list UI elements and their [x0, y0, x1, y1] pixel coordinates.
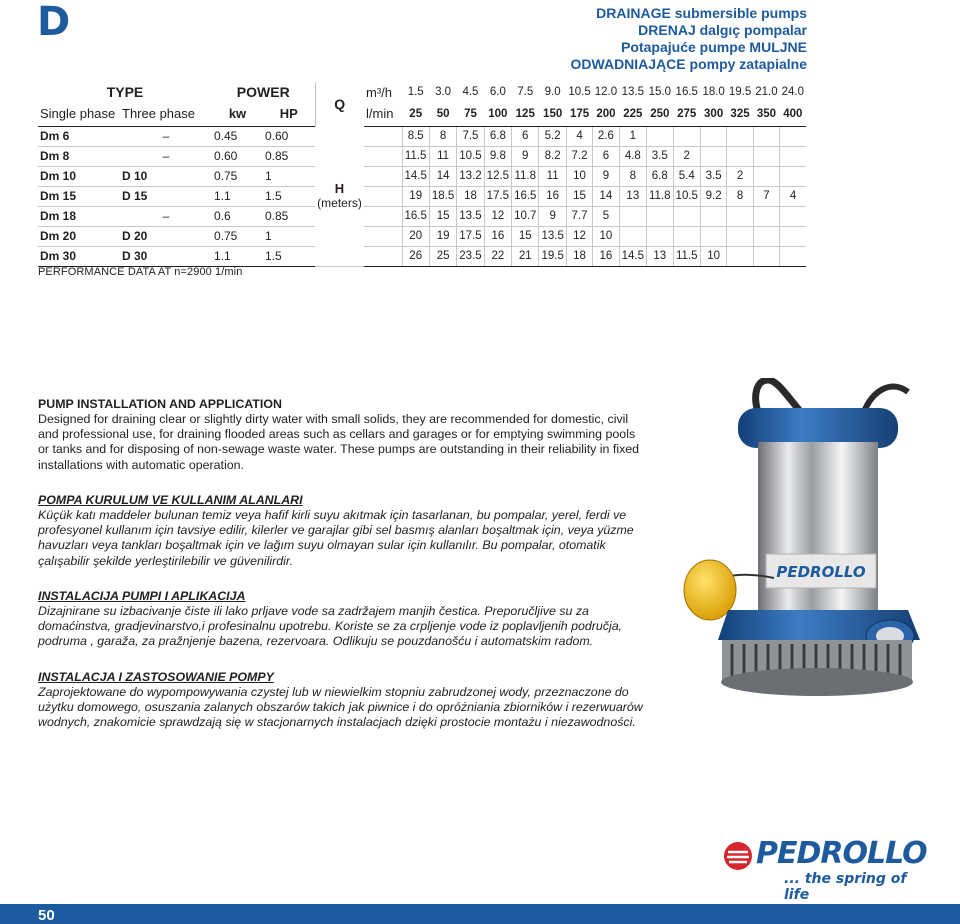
section-letter: D	[37, 0, 71, 45]
head-value-cell: 26	[402, 246, 429, 266]
unit-m3h: m³/h	[366, 84, 392, 100]
head-value-cell: 17.5	[484, 186, 511, 206]
head-value-cell: 6.8	[647, 166, 674, 186]
spacer-cell	[364, 246, 402, 266]
flow-m3h-cell: 16.5	[675, 86, 698, 98]
head-value-cell: 16	[539, 186, 566, 206]
head-value-cell: 3.5	[647, 146, 674, 166]
head-value-cell: 8.2	[539, 146, 566, 166]
head-value-cell: 16.5	[512, 186, 539, 206]
head-value-cell: 11.8	[512, 166, 539, 186]
head-value-cell	[727, 226, 753, 246]
head-value-cell	[780, 126, 806, 146]
hp-header: HP	[263, 102, 315, 126]
footer-bar	[0, 904, 960, 924]
power-kw: 0.6	[212, 206, 263, 226]
head-value-cell: 6	[512, 126, 539, 146]
head-value-cell	[753, 206, 779, 226]
head-value-cell	[780, 246, 806, 266]
head-value-cell: 11.8	[647, 186, 674, 206]
head-value-cell: 15	[429, 206, 456, 226]
performance-note: PERFORMANCE DATA AT n=2900 1/min	[38, 266, 243, 278]
flow-m3h-cell: 6.0	[489, 86, 506, 98]
head-value-cell: 16.5	[402, 206, 429, 226]
flow-m3h-cell: 21.0	[755, 86, 778, 98]
head-value-cell: 9	[512, 146, 539, 166]
table-row	[38, 246, 806, 266]
head-value-cell	[619, 206, 646, 226]
flow-m3h-cell: 18.0	[702, 86, 725, 98]
head-value-cell: 19	[429, 226, 456, 246]
power-kw: 0.45	[212, 126, 263, 146]
power-hp: 0.85	[263, 146, 315, 166]
head-value-cell: 16	[484, 226, 511, 246]
flow-m3h-cell: 3.0	[435, 86, 452, 98]
head-value-cell: 12	[566, 226, 592, 246]
head-value-cell: 5.2	[539, 126, 566, 146]
table-row	[38, 186, 806, 206]
head-value-cell: 22	[484, 246, 511, 266]
table-row	[38, 146, 806, 166]
power-header: POWER	[236, 84, 290, 100]
three-phase-header: Three phase	[120, 102, 212, 126]
head-value-cell: 17.5	[457, 226, 484, 246]
three-phase-model: –	[120, 146, 212, 166]
flow-lmin-cell: 50	[429, 102, 456, 126]
head-value-cell: 9	[539, 206, 566, 226]
flow-m3h-cell: 24.0	[781, 86, 804, 98]
flow-lmin-cell: 325	[727, 102, 753, 126]
flow-m3h-cell: 1.5	[407, 86, 424, 98]
head-value-cell: 12.5	[484, 166, 511, 186]
head-value-cell	[700, 226, 726, 246]
power-hp: 0.60	[263, 126, 315, 146]
spacer-cell	[364, 226, 402, 246]
flow-lmin-cell: 225	[619, 102, 646, 126]
head-value-cell	[753, 226, 779, 246]
head-value-cell: 10	[566, 166, 592, 186]
single-phase-model: Dm 15	[38, 186, 120, 206]
head-value-cell	[647, 206, 674, 226]
head-value-cell: 7	[753, 186, 779, 206]
head-value-cell: 15	[566, 186, 592, 206]
head-value-cell	[753, 146, 779, 166]
three-phase-model: D 20	[120, 226, 212, 246]
section-tr-title: POMPA KURULUM VE KULLANIM ALANLARI	[38, 493, 303, 507]
flow-lmin-cell: 75	[457, 102, 484, 126]
head-value-cell: 19	[402, 186, 429, 206]
flow-lmin-cell: 400	[780, 102, 806, 126]
head-value-cell: 12	[484, 206, 511, 226]
section-pl-body: Zaprojektowane do wypompowywania czystej lub w niewielkim stopniu zabrudzonej wody, przeznaczone do użytku domowego, osuszania zalanych obszarów takich jak piwnice i do opróżniania zbiorników i rezerwuarów wodnych, znakomicie sprawdzają się w stacjonarnych instalacjach dzięki prostocie montażu i niezawodności.	[38, 685, 643, 730]
pump-illustration	[658, 378, 938, 714]
flow-lmin-cell: 250	[647, 102, 674, 126]
power-hp: 1	[263, 166, 315, 186]
head-value-cell: 3.5	[700, 166, 726, 186]
head-value-cell	[700, 206, 726, 226]
power-kw: 0.60	[212, 146, 263, 166]
header-titles	[571, 5, 807, 73]
power-hp: 1.5	[263, 186, 315, 206]
head-value-cell: 11	[539, 166, 566, 186]
three-phase-model: D 15	[120, 186, 212, 206]
head-value-cell	[647, 226, 674, 246]
single-phase-header: Single phase	[38, 102, 120, 126]
table-row	[38, 166, 806, 186]
head-value-cell: 18	[566, 246, 592, 266]
single-phase-model: Dm 20	[38, 226, 120, 246]
head-value-cell: 13.5	[539, 226, 566, 246]
head-value-cell: 16	[593, 246, 619, 266]
head-value-cell: 7.2	[566, 146, 592, 166]
head-value-cell	[619, 226, 646, 246]
head-value-cell	[753, 246, 779, 266]
head-value-cell: 15	[512, 226, 539, 246]
head-value-cell: 8.5	[402, 126, 429, 146]
logo-tagline: ... the spring of life	[784, 871, 907, 903]
section-hr-body: Dizajnirane su izbacivanje čiste ili lako prljave vode sa zadržajem manjih čestica. Preporučljive su za domaćinstva, gradjevinarstvo,i profesinalnu upotrebu. Koriste se za crpljenje vode iz poplavljenih područja, podruma , garaža, za pražnjenje bazena, rezervoara. Odlikuju se pouzdanošću i automatskim radom.	[38, 604, 623, 649]
head-value-cell	[780, 206, 806, 226]
head-value-cell: 7.7	[566, 206, 592, 226]
flow-m3h-cell: 10.5	[568, 86, 591, 98]
three-phase-model: D 30	[120, 246, 212, 266]
title-en: DRAINAGE submersible pumps	[596, 5, 807, 21]
spacer-cell	[364, 206, 402, 226]
head-value-cell	[753, 166, 779, 186]
title-tr: DRENAJ dalgıç pompalar	[638, 22, 807, 38]
head-value-cell: 4	[780, 186, 806, 206]
flow-m3h-cell: 7.5	[517, 86, 534, 98]
power-kw: 0.75	[212, 226, 263, 246]
single-phase-model: Dm 18	[38, 206, 120, 226]
head-value-cell	[700, 126, 726, 146]
single-phase-model: Dm 30	[38, 246, 120, 266]
three-phase-model: –	[120, 206, 212, 226]
head-value-cell: 14.5	[402, 166, 429, 186]
head-value-cell: 4.8	[619, 146, 646, 166]
performance-table	[38, 82, 806, 267]
flow-m3h-cell: 9.0	[544, 86, 561, 98]
head-value-cell	[753, 126, 779, 146]
head-value-cell: 10	[593, 226, 619, 246]
head-value-cell: 10	[700, 246, 726, 266]
single-phase-model: Dm 6	[38, 126, 120, 146]
head-value-cell: 5	[593, 206, 619, 226]
unit-lmin: l/min	[364, 102, 402, 126]
head-value-cell: 9	[593, 166, 619, 186]
head-value-cell: 25	[429, 246, 456, 266]
head-value-cell: 13	[647, 246, 674, 266]
type-header: TYPE	[106, 84, 144, 100]
head-value-cell: 11	[429, 146, 456, 166]
head-value-cell: 9.8	[484, 146, 511, 166]
head-value-cell	[780, 226, 806, 246]
head-value-cell	[727, 246, 753, 266]
head-value-cell	[727, 206, 753, 226]
title-hr: Potapajuće pumpe MULJNE	[621, 39, 807, 55]
head-label	[315, 126, 364, 266]
head-value-cell: 8	[619, 166, 646, 186]
pedrollo-mark-icon	[722, 840, 754, 872]
flow-lmin-cell: 275	[673, 102, 700, 126]
head-value-cell: 11.5	[402, 146, 429, 166]
section-en-title: PUMP INSTALLATION AND APPLICATION	[38, 397, 282, 411]
head-value-cell: 10.5	[673, 186, 700, 206]
table-row	[38, 226, 806, 246]
flow-lmin-cell: 100	[484, 102, 511, 126]
flow-lmin-cell: 125	[512, 102, 539, 126]
head-value-cell	[673, 226, 700, 246]
head-value-cell: 6	[593, 146, 619, 166]
head-value-cell: 2	[673, 146, 700, 166]
head-value-cell	[673, 206, 700, 226]
head-value-cell	[727, 146, 753, 166]
head-value-cell	[727, 126, 753, 146]
power-kw: 0.75	[212, 166, 263, 186]
head-value-cell: 21	[512, 246, 539, 266]
three-phase-model: D 10	[120, 166, 212, 186]
head-letter: H	[334, 181, 345, 197]
head-value-cell: 18.5	[429, 186, 456, 206]
head-value-cell: 5.4	[673, 166, 700, 186]
kw-header: kw	[212, 102, 263, 126]
pump-brand-label: PEDROLLO	[776, 563, 866, 581]
section-tr	[38, 493, 646, 569]
section-hr	[38, 589, 646, 650]
single-phase-model: Dm 8	[38, 146, 120, 166]
section-pl-title: INSTALACJA I ZASTOSOWANIE POMPY	[38, 670, 274, 684]
power-kw: 1.1	[212, 246, 263, 266]
power-kw: 1.1	[212, 186, 263, 206]
spacer-cell	[364, 126, 402, 146]
power-hp: 1	[263, 226, 315, 246]
table-row	[38, 206, 806, 226]
head-value-cell: 11.5	[673, 246, 700, 266]
head-value-cell: 19.5	[539, 246, 566, 266]
flow-lmin-cell: 25	[402, 102, 429, 126]
head-value-cell	[780, 146, 806, 166]
head-value-cell: 20	[402, 226, 429, 246]
head-value-cell: 14	[429, 166, 456, 186]
head-unit: (meters)	[317, 196, 362, 211]
table-header-row-1	[38, 82, 806, 102]
q-label: Q	[315, 82, 364, 126]
title-pl: ODWADNIAJĄCE pompy zatapialne	[570, 56, 807, 72]
flow-m3h-cell: 13.5	[621, 86, 645, 98]
head-value-cell: 8	[727, 186, 753, 206]
head-value-cell	[673, 126, 700, 146]
head-value-cell: 1	[619, 126, 646, 146]
head-value-cell: 9.2	[700, 186, 726, 206]
head-value-cell: 10.7	[512, 206, 539, 226]
section-tr-body: Küçük katı maddeler bulunan temiz veya hafif kirli suyu akıtmak için tasarlanan, bu pompalar, yerel, ferdi ve profesyonel kullanım için tavsiye edilir, kilerler ve garajlar gibi sel basmış alanları boşaltmak için, veya yüzme havuzları veya tankları boşaltmak için ve lağım suyu olmayan sular için kullanılır. Bu pompalar, otomatik çalışabilir şekilde yerleştirilebilir ve güvenilirdir.	[38, 508, 634, 568]
logo-wordmark: PEDROLLO	[756, 836, 927, 871]
head-value-cell: 18	[457, 186, 484, 206]
head-value-cell: 14.5	[619, 246, 646, 266]
spacer-cell	[364, 186, 402, 206]
section-hr-title: INSTALACIJA PUMPI I APLIKACIJA	[38, 589, 246, 603]
head-value-cell	[700, 146, 726, 166]
head-value-cell: 13.2	[457, 166, 484, 186]
spacer-cell	[364, 146, 402, 166]
section-en-body: Designed for draining clear or slightly dirty water with small solids, they are recommended for domestic, civil and professional use, for draining flooded areas such as cellars and garages or for emptying swimming pools or tanks and for disposing of non-sewage waste water. These pumps are outstanding in their reliability in fixed installations with automatic operation.	[38, 412, 640, 472]
section-pl	[38, 670, 646, 731]
head-value-cell: 13	[619, 186, 646, 206]
head-value-cell: 8	[429, 126, 456, 146]
flow-m3h-cell: 19.5	[728, 86, 752, 98]
flow-m3h-cell: 4.5	[462, 86, 479, 98]
head-value-cell: 13.5	[457, 206, 484, 226]
single-phase-model: Dm 10	[38, 166, 120, 186]
flow-lmin-cell: 300	[700, 102, 726, 126]
flow-m3h-cell: 12.0	[594, 86, 618, 98]
flow-lmin-cell: 200	[593, 102, 619, 126]
section-en	[38, 397, 646, 473]
pedrollo-logo	[722, 836, 927, 903]
power-hp: 0.85	[263, 206, 315, 226]
head-value-cell: 2.6	[593, 126, 619, 146]
head-value-cell: 7.5	[457, 126, 484, 146]
flow-lmin-cell: 175	[566, 102, 592, 126]
flow-lmin-cell: 150	[539, 102, 566, 126]
head-value-cell	[647, 126, 674, 146]
three-phase-model: –	[120, 126, 212, 146]
flow-lmin-cell: 350	[753, 102, 779, 126]
head-value-cell: 2	[727, 166, 753, 186]
head-value-cell	[780, 166, 806, 186]
flow-m3h-cell: 15.0	[648, 86, 671, 98]
page-number: 50	[38, 907, 55, 924]
spacer-cell	[364, 166, 402, 186]
table-row	[38, 126, 806, 146]
head-value-cell: 14	[593, 186, 619, 206]
head-value-cell: 4	[566, 126, 592, 146]
head-value-cell: 6.8	[484, 126, 511, 146]
head-value-cell: 23.5	[457, 246, 484, 266]
head-value-cell: 10.5	[457, 146, 484, 166]
power-hp: 1.5	[263, 246, 315, 266]
table-header-row-2	[38, 102, 806, 126]
